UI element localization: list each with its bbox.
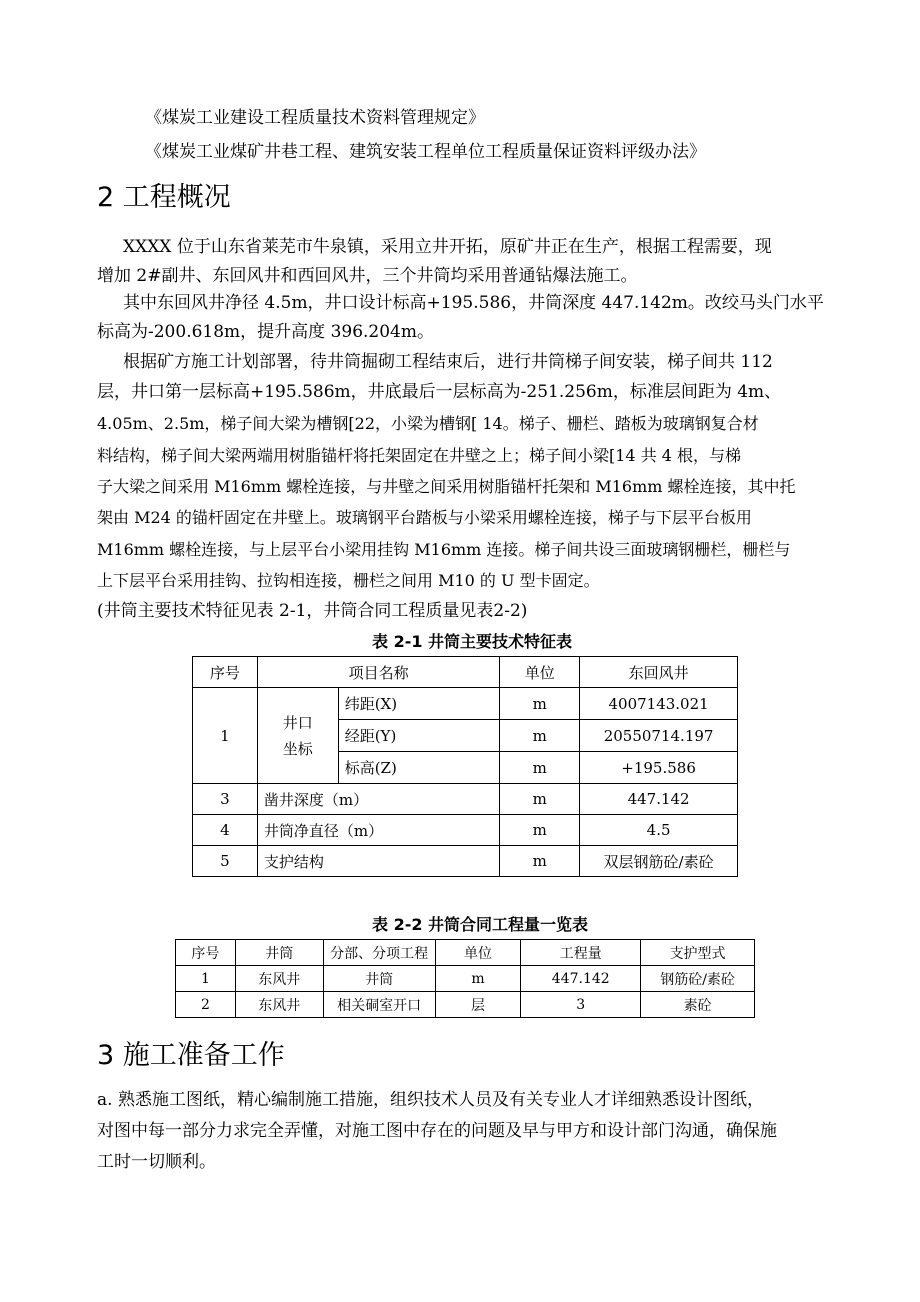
table-row [176,992,755,1018]
section-2-line: (井筒主要技术特征见表 2-1，井筒合同工程质量见表2-2) [97,601,528,621]
table-cell: 4 [193,815,258,846]
table-cell: 凿井深度（m） [257,784,500,815]
table-1-header-cell: 东回风井 [580,657,738,688]
section-2-line: 根据矿方施工计划部署，待井筒掘砌工程结束后，进行井筒梯子间安装，梯子间共 112 [123,352,773,372]
table-cell: 层 [435,992,521,1018]
table-cell: 素砼 [641,992,755,1018]
table-row [176,966,755,992]
section-2-line: 架由 M24 的锚杆固定在井壁上。玻璃钢平台踏板与小梁采用螺栓连接，梯子与下层平台板用 [97,508,752,527]
table-cell: 钢筋砼/素砼 [641,966,755,992]
table-row [193,815,738,846]
table-cell: 1 [176,966,236,992]
table-row [193,688,738,720]
table-cell: m [500,784,580,815]
table-row [193,846,738,877]
table-cell: 3 [521,992,641,1018]
table-cell: 447.142 [580,784,738,815]
table-cell: 1 [193,688,258,784]
table-cell: +195.586 [580,752,738,784]
table-cell: 447.142 [521,966,641,992]
table-cell: 相关硐室开口 [323,992,435,1018]
table-2-header-cell: 序号 [176,940,236,966]
section-2-line: M16mm 螺栓连接，与上层平台小梁用挂钩 M16mm 连接。梯子间共设三面玻璃钢栅栏，栅栏与 [97,540,791,559]
table-cell: 4.5 [580,815,738,846]
table-2 [175,939,755,1018]
section-2-line: XXXX 位于山东省莱芜市牛泉镇，采用立井开拓，原矿井正在生产，根据工程需要，现 [123,237,772,257]
table-cell: m [435,966,521,992]
coord-group-cell [257,688,338,784]
table-1-header-row [193,657,738,688]
section-2-heading: 2 工程概况 [97,182,231,213]
table-cell: m [500,846,580,877]
table-cell: 20550714.197 [580,720,738,752]
table-cell: 双层钢筋砼/素砼 [580,846,738,877]
table-2-header-cell: 分部、分项工程 [323,940,435,966]
table-cell: 5 [193,846,258,877]
table-cell: 纬距(X) [338,688,500,720]
table-row [193,784,738,815]
table-cell: 3 [193,784,258,815]
table-cell: 东风井 [235,992,323,1018]
section-2-line: 4.05m、2.5m，梯子间大梁为槽钢[22，小梁为槽钢[ 14。梯子、栅栏、踏板为玻璃钢复合材 [97,414,759,433]
section-2-line: 子大梁之间采用 M16mm 螺栓连接，与井壁之间采用树脂锚杆托架和 M16mm 螺栓连接，其中托 [97,477,796,496]
section-3-heading: 3 施工准备工作 [97,1040,285,1071]
table-2-header-row [176,940,755,966]
table-cell: 井筒 [323,966,435,992]
section-2-line: 料结构，梯子间大梁两端用树脂锚杆将托架固定在井壁之上；梯子间小梁[14 共 4 根，与梯 [97,446,742,465]
table-cell: m [500,815,580,846]
table-cell: m [500,688,580,720]
table-cell: 东风井 [235,966,323,992]
table-cell: m [500,720,580,752]
table-2-caption: 表 2-2 井筒合同工程量一览表 [372,915,589,934]
table-1-header-cell: 项目名称 [257,657,500,688]
table-2-header-cell: 单位 [435,940,521,966]
table-cell: 经距(Y) [338,720,500,752]
table-2-header-cell: 工程量 [521,940,641,966]
reference-line-1: 《煤炭工业建设工程质量技术资料管理规定》 [145,108,485,128]
section-3-line: 对图中每一部分力求完全弄懂，对施工图中存在的问题及早与甲方和设计部门沟通，确保施 [97,1121,777,1141]
section-2-line: 层，井口第一层标高+195.586m，井底最后一层标高为-251.256m，标准层间距为 4m、 [97,382,782,402]
table-1-header-cell: 单位 [500,657,580,688]
table-1 [192,656,738,877]
table-1-header-cell: 序号 [193,657,258,688]
reference-line-2: 《煤炭工业煤矿井巷工程、建筑安装工程单位工程质量保证资料评级办法》 [145,142,706,162]
table-1-caption: 表 2-1 井筒主要技术特征表 [372,632,573,651]
section-2-line: 标高为-200.618m，提升高度 396.204m。 [97,322,434,342]
section-2-line: 其中东回风井净径 4.5m，井口设计标高+195.586，井筒深度 447.142m。改绞马头门水平 [123,293,824,313]
table-cell: 4007143.021 [580,688,738,720]
table-cell: 井筒净直径（m） [257,815,500,846]
table-cell: 支护结构 [257,846,500,877]
section-3-line: 工时一切顺利。 [97,1152,216,1172]
coord-group-label: 井口 [282,713,313,732]
section-2-line: 上下层平台采用挂钩、拉钩相连接，栅栏之间用 M10 的 U 型卡固定。 [97,571,600,590]
section-2-line: 增加 2#副井、东回风井和西回风井，三个井筒均采用普通钻爆法施工。 [97,266,638,286]
table-cell: m [500,752,580,784]
section-3-line: a. 熟悉施工图纸，精心编制施工措施，组织技术人员及有关专业人才详细熟悉设计图纸， [97,1090,764,1110]
table-2-header-cell: 支护型式 [641,940,755,966]
table-cell: 2 [176,992,236,1018]
coord-group-label: 坐标 [282,739,313,758]
table-cell: 标高(Z) [338,752,500,784]
table-2-header-cell: 井筒 [235,940,323,966]
